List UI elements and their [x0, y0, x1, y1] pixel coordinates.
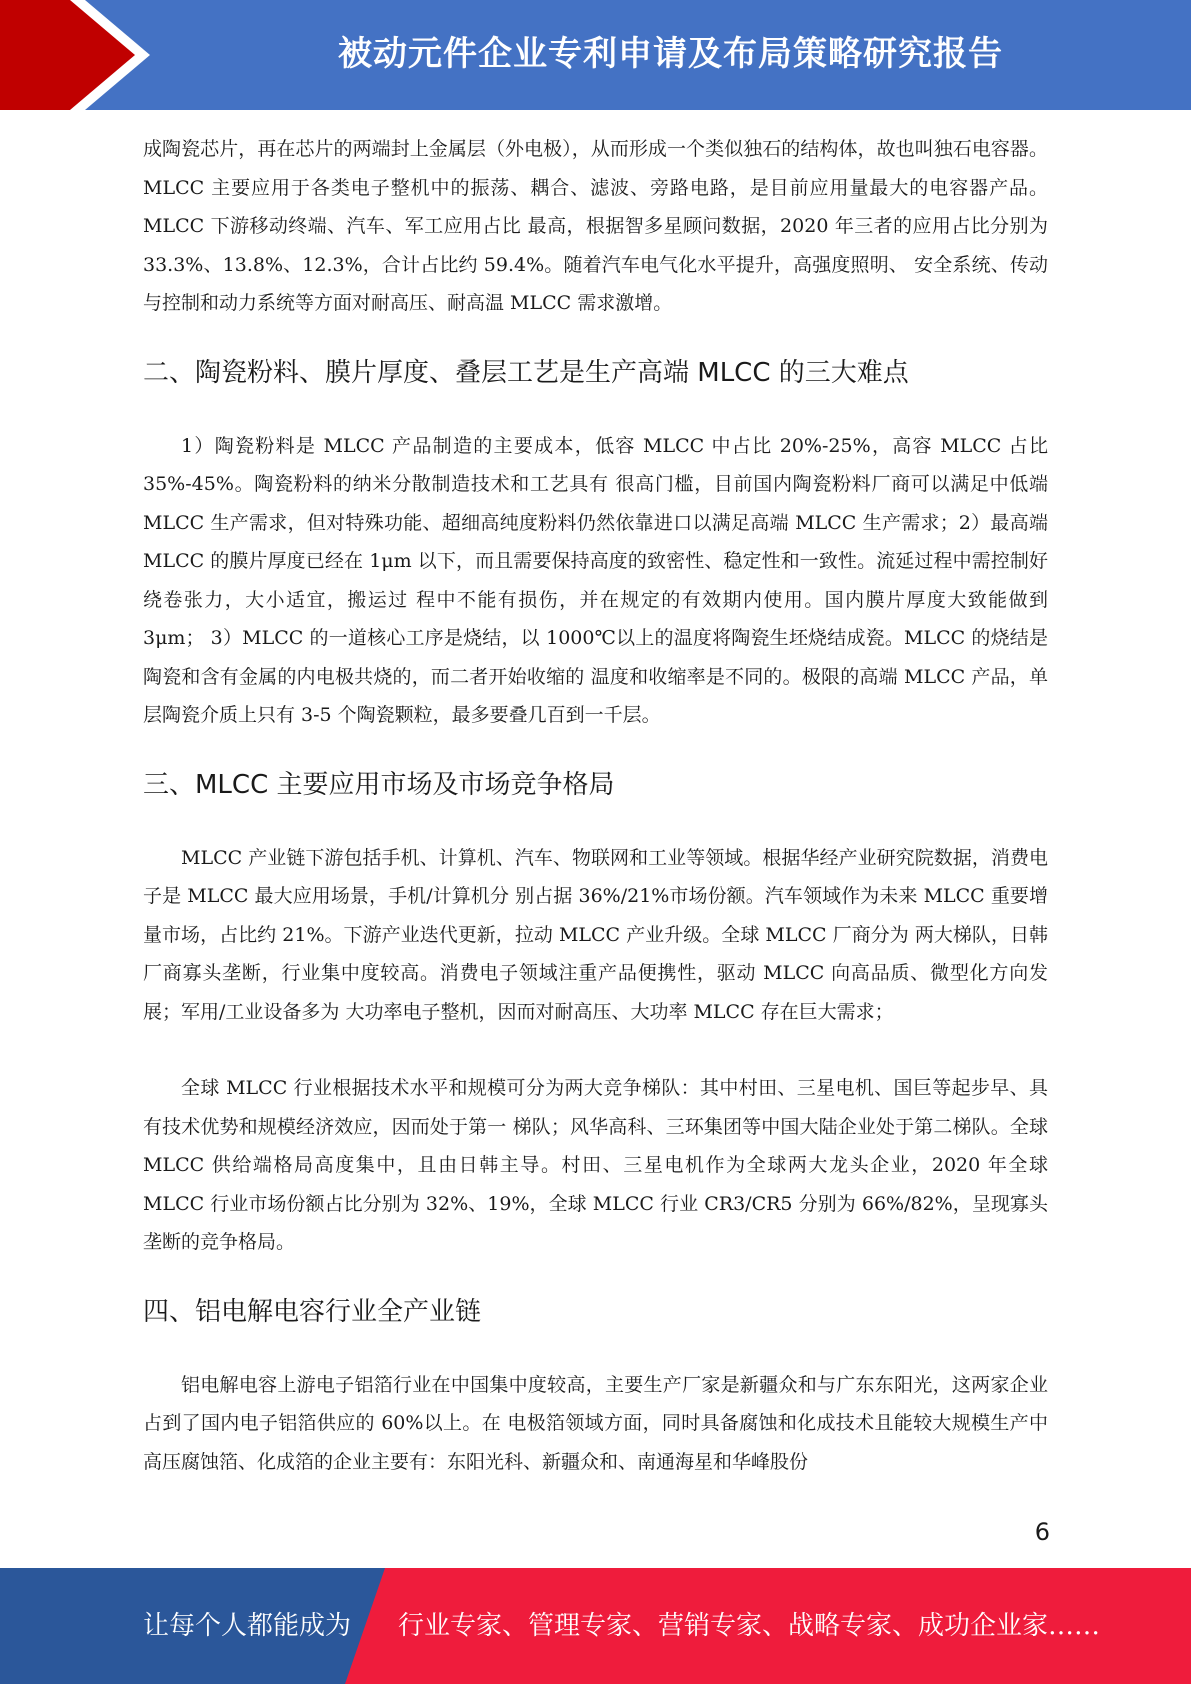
section-4-paragraph-1: 铝电解电容上游电子铝箔行业在中国集中度较高，主要生产厂家是新疆众和与广东东阳光，这两家企业占到了国内电子铝箔供应的 60%以上。在 电极箔领域方面，同时具备腐蚀和化成技术且能较大规模生产中高压腐蚀箔、化成箔的企业主要有：东阳光科、新疆众和、南通海星和华峰股份: [143, 1373, 1048, 1473]
section-heading-4: 四、铝电解电容行业全产业链: [143, 1296, 482, 1327]
page-header: [0, 0, 1191, 110]
document-body: [143, 130, 1048, 1481]
intro-paragraph: 成陶瓷芯片，再在芯片的两端封上金属层（外电极），从而形成一个类似独石的结构体，故也叫独石电容器。 MLCC 主要应用于各类电子整机中的振荡、耦合、滤波、旁路电路，是目前应用量最大的电容器产品。MLCC 下游移动终端、汽车、军工应用占比 最高，根据智多星顾问数据，2020 年三者的应用占比分别为 33.3%、13.8%、12.3%，合计占比约 59.4%。随着汽车电气化水平提升，高强度照明、 安全系统、传动与控制和动力系统等方面对耐高压、耐高温 MLCC 需求激增。: [143, 138, 1048, 314]
footer-slogan-right: 行业专家、管理专家、营销专家、战略专家、成功企业家……: [398, 1611, 1101, 1641]
section-2-paragraph-1: 1）陶瓷粉料是 MLCC 产品制造的主要成本，低容 MLCC 中占比 20%-25%，高容 MLCC 占比 35%-45%。陶瓷粉料的纳米分散制造技术和工艺具有 很高门槛，目前国内陶瓷粉料厂商可以满足中低端 MLCC 生产需求，但对特殊功能、超细高纯度粉料仍然依靠进口以满足高端 MLCC 生产需求；2）最高端 MLCC 的膜片厚度已经在 1μm 以下，而且需要保持高度的致密性、稳定性和一致性。流延过程中需控制好绕卷张力，大小适宜，搬运过 程中不能有损伤，并在规定的有效期内使用。国内膜片厚度大致能做到 3μm； 3）MLCC 的一道核心工序是烧结，以 1000℃以上的温度将陶瓷生坯烧结成瓷。MLCC 的烧结是陶瓷和含有金属的内电极共烧的，而二者开始收缩的 温度和收缩率是不同的。极限的高端 MLCC 产品，单层陶瓷介质上只有 3-5 个陶瓷颗粒，最多要叠几百到一千层。: [143, 434, 1048, 726]
page-number: 6: [1034, 1518, 1050, 1546]
section-heading-3: 三、MLCC 主要应用市场及市场竞争格局: [143, 769, 615, 800]
footer-slogan-left: 让每个人都能成为: [143, 1611, 352, 1641]
report-title: 被动元件企业专利申请及布局策略研究报告: [338, 34, 1003, 74]
header-chevron-arrow: [0, 0, 140, 110]
page-footer: [0, 1568, 1191, 1684]
section-3-paragraph-1: MLCC 产业链下游包括手机、计算机、汽车、物联网和工业等领域。根据华经产业研究院数据，消费电子是 MLCC 最大应用场景，手机/计算机分 别占据 36%/21%市场份额。汽车领域作为未来 MLCC 重要增量市场，占比约 21%。下游产业迭代更新，拉动 MLCC 产业升级。全球 MLCC 厂商分为 两大梯队，日韩厂商寡头垄断，行业集中度较高。消费电子领域注重产品便携性，驱动 MLCC 向高品质、微型化方向发展；军用/工业设备多为 大功率电子整机，因而对耐高压、大功率 MLCC 存在巨大需求；: [143, 846, 1048, 1023]
section-heading-2: 二、陶瓷粉料、膜片厚度、叠层工艺是生产高端 MLCC 的三大难点: [143, 357, 909, 388]
section-3-paragraph-2: 全球 MLCC 行业根据技术水平和规模可分为两大竞争梯队：其中村田、三星电机、国巨等起步早、具有技术优势和规模经济效应，因而处于第一 梯队；风华高科、三环集团等中国大陆企业处于第二梯队。全球 MLCC 供给端格局高度集中，且由日韩主导。村田、三星电机作为全球两大龙头企业，2020 年全球 MLCC 行业市场份额占比分别为 32%、19%，全球 MLCC 行业 CR3/CR5 分别为 66%/82%，呈现寡头垄断的竞争格局。: [143, 1077, 1048, 1253]
